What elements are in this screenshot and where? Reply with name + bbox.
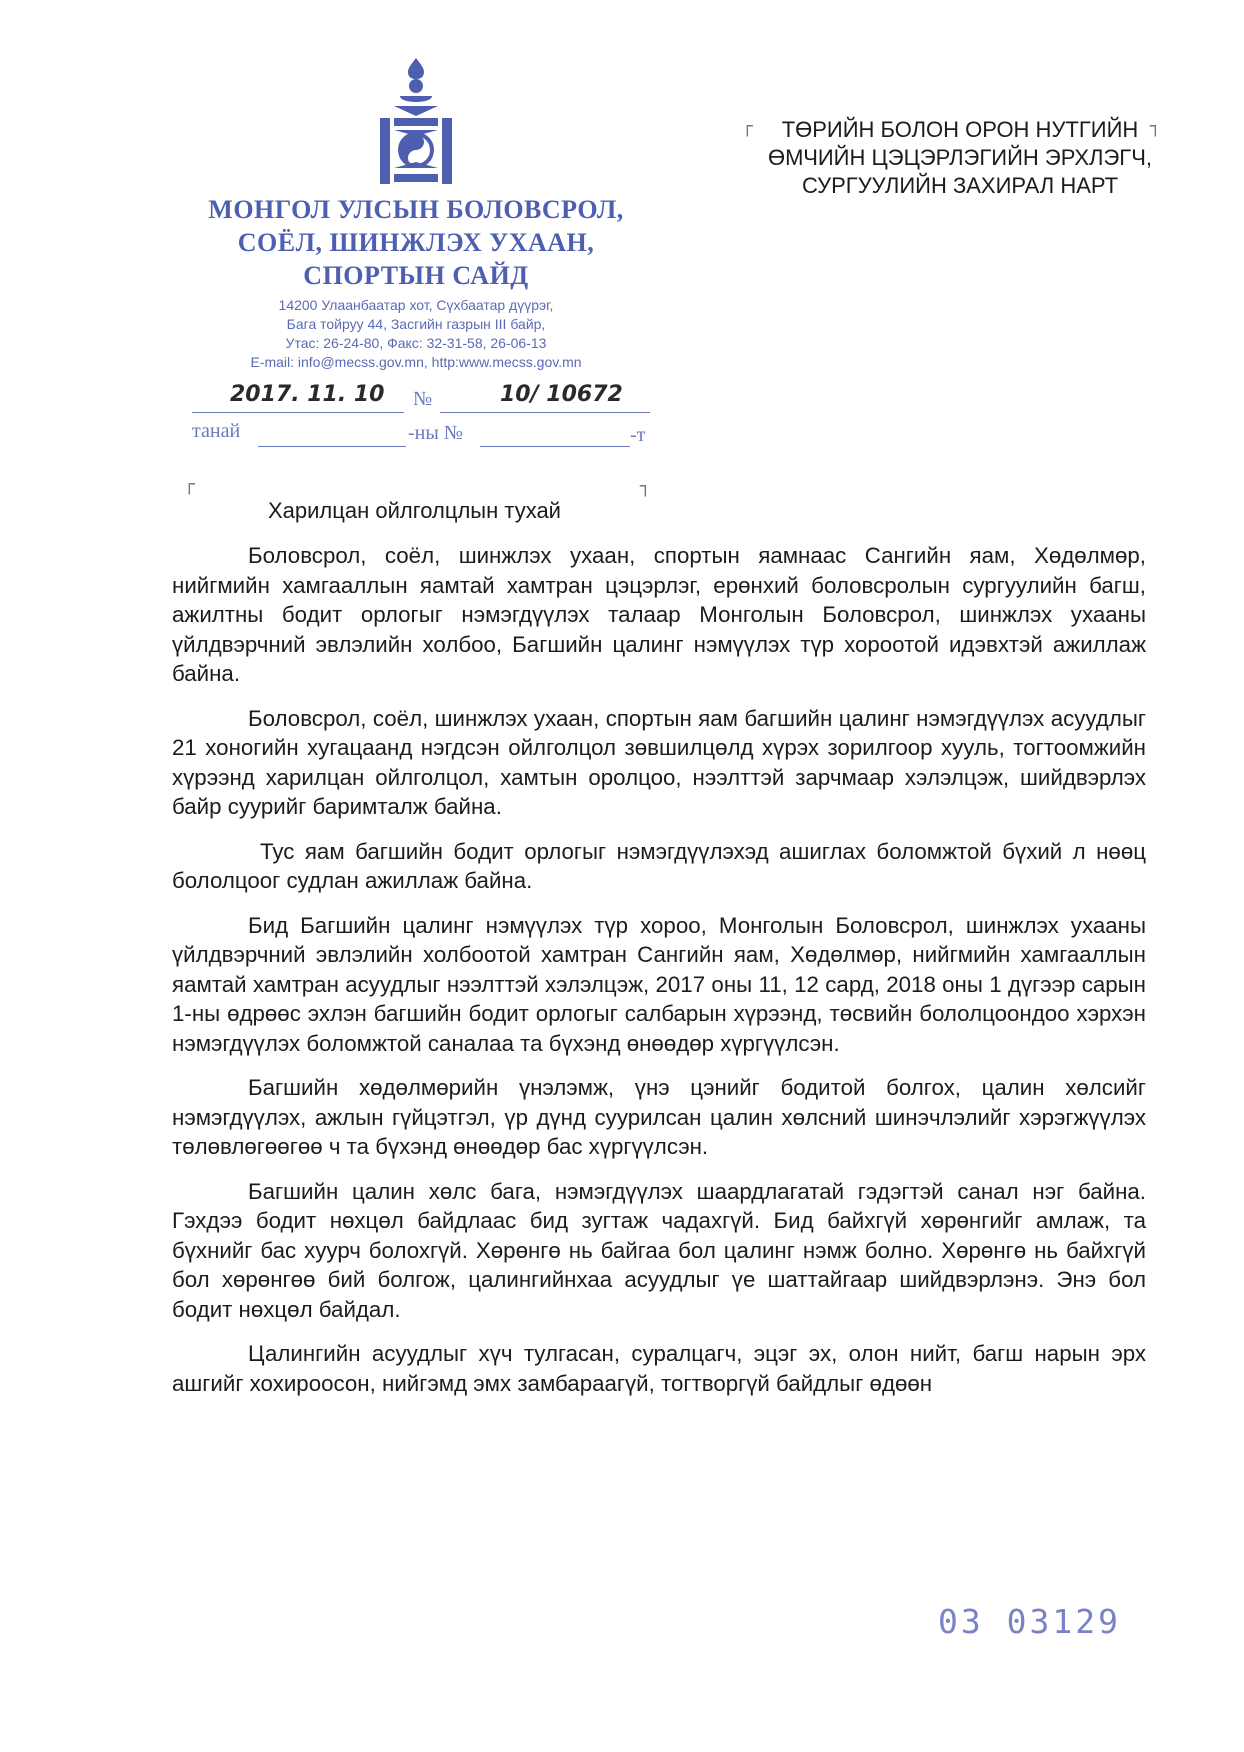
org-name-line: МОНГОЛ УЛСЫН БОЛОВСРОЛ, <box>208 195 624 224</box>
address-line: 14200 Улаанбаатар хот, Сүхбаатар дүүрэг, <box>278 297 554 313</box>
date-underline <box>192 412 404 413</box>
addressee-line: СУРГУУЛИЙН ЗАХИРАЛ НАРТ <box>801 173 1119 198</box>
letter-date: 2017. 11. 10 <box>230 382 385 407</box>
corner-mark-subject-left: ┌ <box>184 474 195 495</box>
body-paragraph: Тус яам багшийн бодит орлогыг нэмэгдүүлэхэд ашиглах боломжтой бүхий л нөөц бололцоог судлан ажиллаж байна. <box>172 838 1146 893</box>
soyombo-emblem-icon <box>376 56 456 188</box>
body-paragraph: Боловсрол, соёл, шинжлэх ухаан, спортын яам багшийн цалинг нэмэгдүүлэх асуудлыг 21 хоногийн хугацаанд нэгдсэн ойлголцол зөвшилцөлд хүрэх зорилгоор хууль, тогтоомжийн хүрээнд харилцан ойлголцол, хамтын оролцоо, нээлттэй зарчмаар хэлэлцэж, шийдвэрлэх байр суурийг баримталж байна. <box>172 705 1146 819</box>
address-line: E-mail: info@mecss.gov.mn, http:www.mecss.gov.mn <box>250 354 582 370</box>
body-paragraph: Багшийн цалин хөлс бага, нэмэгдүүлэх шаардлагатай гэдэгтэй санал нэг байна. Гэхдээ бодит нөхцөл байдлаас бид зугтаж чадахгүй. Бид байхгүй хөрөнгийг амлаж, та бүхнийг бас хуурч болохгүй. Хөрөнгө нь байгаа бол цалинг нэмж болно. Хөрөнгө нь байхгүй бол хөрөнгөө бий болгож, цалингийнхаа асуудлыг үе шаттайгаар шийдвэрлэнэ. Энэ бол бодит нөхцөл байдал. <box>172 1178 1146 1322</box>
body-paragraph: Боловсрол, соёл, шинжлэх ухаан, спортын яамнаас Сангийн яам, Хөдөлмөр, нийгмийн хамгааллын яамтай хамтран цэцэрлэг, ерөнхий боловсролын сургуулийн багш, ажилтны бодит орлогыг нэмэгдүүлэх талаар Монголын Боловсрол, шинжлэх ухааны үйлдвэрчний эвлэлийн холбоо, Багшийн цалинг нэмүүлэх түр хороотой идэвхтэй ажиллаж байна. <box>172 543 1146 686</box>
stamp-number: 03 03129 <box>938 1602 1121 1641</box>
address-line: Бага тойруу 44, Засгийн газрын III байр, <box>286 316 546 332</box>
number-label: № <box>413 388 433 410</box>
organization-address <box>150 296 682 372</box>
t-label: -т <box>630 424 646 446</box>
your-number-underline <box>480 446 630 447</box>
addressee-line: ӨМЧИЙН ЦЭЦЭРЛЭГИЙН ЭРХЛЭГЧ, <box>768 145 1152 170</box>
addressee <box>740 116 1180 200</box>
org-name-line: СПОРТЫН САЙД <box>303 261 529 290</box>
corner-mark-subject-right: ┐ <box>640 476 651 497</box>
addressee-line: ТӨРИЙН БОЛОН ОРОН НУТГИЙН <box>781 117 1139 142</box>
letter-subject: Харилцан ойлголцлын тухай <box>268 498 561 523</box>
corner-mark-top-left: ┌ <box>742 116 753 137</box>
body-paragraph: Бид Багшийн цалинг нэмүүлэх түр хороо, Монголын Боловсрол, шинжлэх ухааны үйлдвэрчний эвлэлийн холбоотой хамтран Сангийн яам, Хөдөлмөр, нийгмийн хамгааллын яамтай хамтран асуудлыг нээлттэй хэлэлцэж, 2017 оны 11, 12 сард, 2018 оны 1 дүгээр сарын 1-ны өдрөөс эхлэн багшийн бодит орлогыг салбарын хүрээнд, төсвийн бололцоондоо хэрхэн нэмэгдүүлэх боломжтой саналаа та бүхэнд өнөөдөр хүргүүлсэн. <box>172 912 1146 1056</box>
address-line: Утас: 26-24-80, Факс: 32-31-58, 26-06-13 <box>285 335 547 351</box>
your-date-underline <box>258 446 406 447</box>
your-label: танай <box>192 420 241 442</box>
org-name-line: СОЁЛ, ШИНЖЛЭХ УХААН, <box>237 228 595 257</box>
organization-name <box>150 193 682 292</box>
number-underline <box>440 412 650 413</box>
corner-mark-top-right: ┐ <box>1150 116 1161 137</box>
letter-number: 10/ 10672 <box>500 382 623 407</box>
letter-body <box>172 541 1146 1413</box>
ny-number-label: -ны № <box>408 422 463 444</box>
body-paragraph: Цалингийн асуудлыг хүч тулгасан, суралцагч, эцэг эх, олон нийт, багш нарын эрх ашгийг хохироосон, нийгэмд эмх замбараагүй, тогтворгүй байдлыг өдөөн <box>172 1341 1146 1396</box>
body-paragraph: Багшийн хөдөлмөрийн үнэлэмж, үнэ цэнийг бодитой болгох, цалин хөлсийг нэмэгдүүлэх, ажлын гүйцэтгэл, үр дүнд суурилсан цалин хөлсний шинэчлэлийг хэрэгжүүлэх төлөвлөгөөгөө ч та бүхэнд өнөөдөр бас хүргүүлсэн. <box>172 1075 1146 1159</box>
